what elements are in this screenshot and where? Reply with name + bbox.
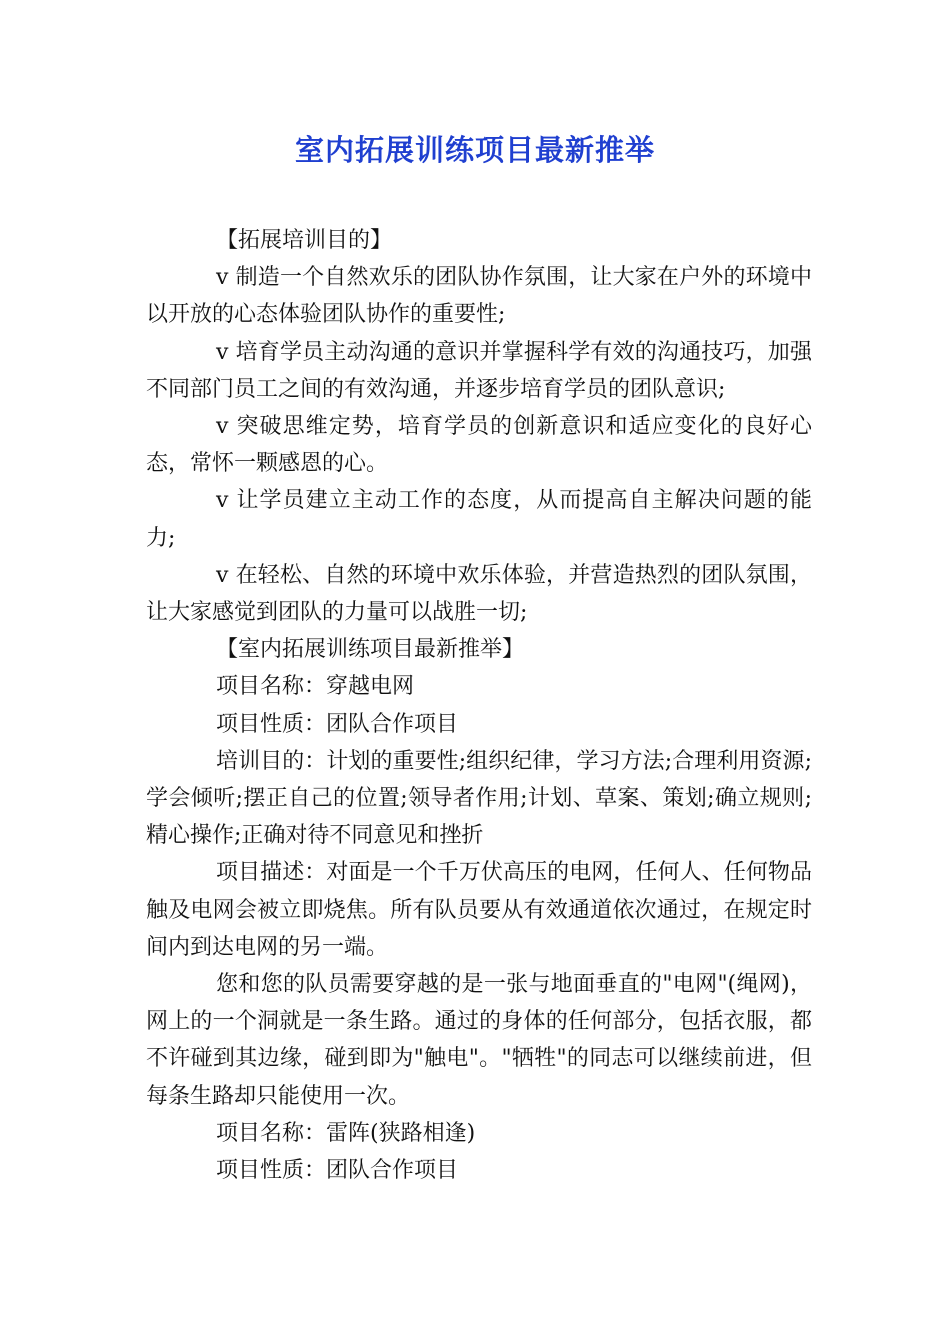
project-nature: 项目性质：团队合作项目	[216, 1158, 459, 1184]
paragraph: v 在轻松、自然的环境中欢乐体验，并营造热烈的团队氛围，让大家感觉到团队的力量可以战胜一切;	[146, 562, 812, 626]
project-name: 项目名称：穿越电网	[216, 674, 415, 700]
project-name: 项目名称：雷阵(狭路相逢)	[216, 1120, 476, 1146]
paragraph: v 突破思维定势，培育学员的创新意识和适应变化的良好心态，常怀一颗感恩的心。	[146, 414, 812, 477]
paragraph: v 培育学员主动沟通的意识并掌握科学有效的沟通技巧，加强不同部门员工之间的有效沟通，并逐步培育学员的团队意识;	[146, 339, 812, 402]
project-description: 项目描述：对面是一个千万伏高压的电网，任何人、任何物品触及电网会被立即烧焦。所有队员要从有效通道依次通过，在规定时间内到达电网的另一端。	[146, 860, 812, 960]
section-heading-projects: 【室内拓展训练项目最新推举】	[216, 637, 525, 663]
paragraph: v 让学员建立主动工作的态度，从而提高自主解决问题的能力;	[146, 488, 812, 551]
document-body	[146, 222, 812, 1189]
project-nature: 项目性质：团队合作项目	[216, 711, 459, 737]
paragraph: v 制造一个自然欢乐的团队协作氛围，让大家在户外的环境中以开放的心态体验团队协作的重要性;	[146, 265, 812, 328]
document-title: 室内拓展训练项目最新推举	[294, 133, 655, 167]
project-purpose: 培训目的：计划的重要性;组织纪律，学习方法;合理利用资源;学会倾听;摆正自己的位置;领导者作用;计划、草案、策划;确立规则;精心操作;正确对待不同意见和挫折	[146, 748, 812, 849]
paragraph: 您和您的队员需要穿越的是一张与地面垂直的"电网"(绳网)，网上的一个洞就是一条生路。通过的身体的任何部分，包括衣服，都不许碰到其边缘，碰到即为"触电"。"牺牲"的同志可以继续前进，但每条生路却只能使用一次。	[146, 972, 812, 1109]
section-heading-training-purpose: 【拓展培训目的】	[216, 228, 393, 253]
